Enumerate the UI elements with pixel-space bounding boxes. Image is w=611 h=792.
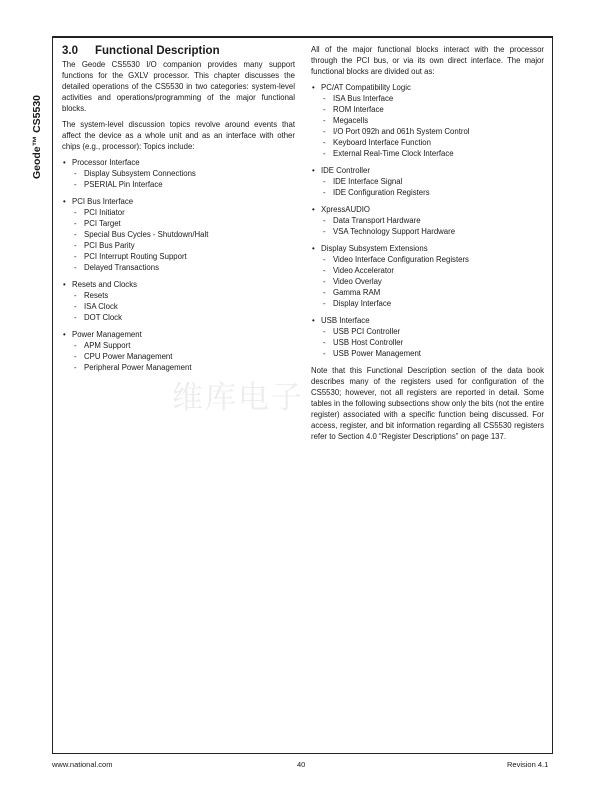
topic-block (62, 279, 295, 323)
blocks-intro-paragraph: All of the major functional blocks interact with the processor through the PCI bus, or via its own direct interface. The major functional blocks are divided out as: (311, 45, 544, 76)
system-level-topics (62, 157, 295, 373)
subtopic-item: - Display Interface (311, 298, 544, 309)
section-title: Functional Description (95, 45, 220, 57)
topic-block (311, 243, 544, 309)
subtopic-item: - IDE Configuration Registers (311, 187, 544, 198)
topic-block (311, 204, 544, 237)
topic-label: • IDE Controller (311, 165, 544, 176)
subtopic-item: - ROM Interface (311, 104, 544, 115)
topic-block (311, 315, 544, 359)
subtopic-item: - Data Transport Hardware (311, 215, 544, 226)
topic-label: • Power Management (62, 329, 295, 340)
subtopic-item: - Video Interface Configuration Registers (311, 254, 544, 265)
topic-block (62, 157, 295, 190)
subtopic-item: - ISA Bus Interface (311, 93, 544, 104)
topic-label: • Display Subsystem Extensions (311, 243, 544, 254)
subtopic-item: - DOT Clock (62, 312, 295, 323)
subtopic-item: - Special Bus Cycles - Shutdown/Halt (62, 229, 295, 240)
subtopic-item: - USB Host Controller (311, 337, 544, 348)
subtopic-item: - PCI Initiator (62, 207, 295, 218)
side-title-text: Geode™ CS5530 (31, 94, 43, 180)
topic-label: • Processor Interface (62, 157, 295, 168)
topic-label: • PCI Bus Interface (62, 196, 295, 207)
topic-block (62, 329, 295, 373)
subtopic-item: - Video Overlay (311, 276, 544, 287)
section-heading (62, 44, 295, 58)
subtopic-item: - USB Power Management (311, 348, 544, 359)
footer-revision: Revision 4.1 (507, 760, 549, 769)
subtopic-item: - Keyboard Interface Function (311, 137, 544, 148)
subtopic-item: - IDE Interface Signal (311, 176, 544, 187)
topic-label: • USB Interface (311, 315, 544, 326)
watermark: 维库电子 (172, 380, 304, 416)
left-column (62, 44, 295, 379)
subtopic-item: - External Real-Time Clock Interface (311, 148, 544, 159)
subtopic-item: - CPU Power Management (62, 351, 295, 362)
intro-paragraph: The Geode CS5530 I/O companion provides many support functions for the GXLV processor. This chapter discusses the detailed operations of the CS5530 in two categories: system-level activities and operations/programming of the major functional blocks. (62, 60, 295, 113)
subtopic-item: - Display Subsystem Connections (62, 168, 295, 179)
right-column (311, 44, 544, 447)
subtopic-item: - APM Support (62, 340, 295, 351)
subtopic-item: - Gamma RAM (311, 287, 544, 298)
subtopic-item: - Megacells (311, 115, 544, 126)
subtopic-item: - PSERIAL Pin Interface (62, 179, 295, 190)
subtopic-item: - ISA Clock (62, 301, 295, 312)
topic-label: • Resets and Clocks (62, 279, 295, 290)
footer-page-number: 40 (297, 760, 306, 769)
subtopic-item: - Video Accelerator (311, 265, 544, 276)
functional-block-topics (311, 82, 544, 359)
topic-label: • XpressAUDIO (311, 204, 544, 215)
subtopic-item: - Delayed Transactions (62, 262, 295, 273)
topic-block (311, 165, 544, 198)
topics-paragraph: The system-level discussion topics revolve around events that affect the device as a whole unit and as an interface with other chips (e.g., processor): Topics include: (62, 120, 295, 151)
topic-block (62, 196, 295, 273)
subtopic-item: - USB PCI Controller (311, 326, 544, 337)
subtopic-item: - Resets (62, 290, 295, 301)
subtopic-item: - PCI Bus Parity (62, 240, 295, 251)
register-note-paragraph: Note that this Functional Description section of the data book describes many of the registers used for configuration of the CS5530; however, not all registers are reported in detail. Some tables in the following subsections show only the bits (not the entire register) associated with a specific function being discussed. For access, register, and bit information regarding all CS5530 registers refer to Section 4.0 “Register Descriptions” on page 137. (311, 366, 544, 441)
footer-url: www.national.com (52, 760, 113, 769)
subtopic-item: - I/O Port 092h and 061h System Control (311, 126, 544, 137)
topic-label: • PC/AT Compatibility Logic (311, 82, 544, 93)
topic-block (311, 82, 544, 159)
side-title (29, 94, 45, 180)
subtopic-item: - VSA Technology Support Hardware (311, 226, 544, 237)
section-number: 3.0 (62, 45, 78, 57)
subtopic-item: - PCI Interrupt Routing Support (62, 251, 295, 262)
subtopic-item: - Peripheral Power Management (62, 362, 295, 373)
subtopic-item: - PCI Target (62, 218, 295, 229)
